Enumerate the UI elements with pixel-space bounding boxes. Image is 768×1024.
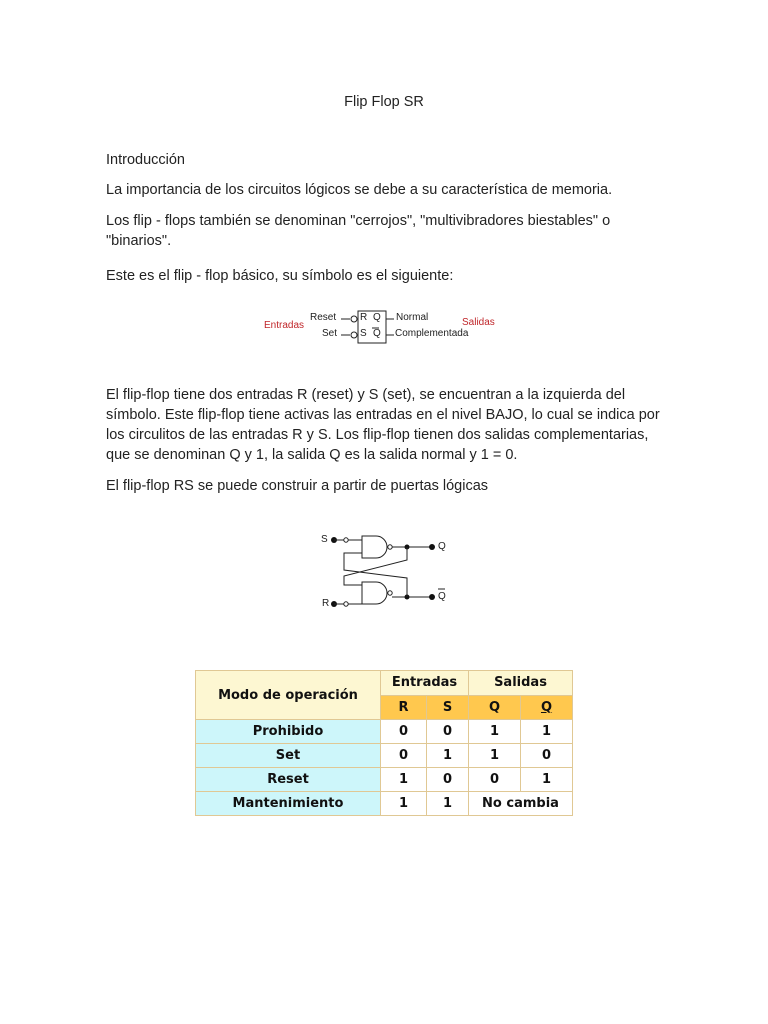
row-mode: Reset (196, 768, 381, 792)
bottom-nand-gate (362, 582, 387, 604)
symbol-set-label: Set (322, 328, 338, 339)
table-row (196, 768, 573, 792)
paragraph-names: Los flip - flops también se denominan "cerrojos", "multivibradores biestables" o "binarios". (106, 213, 611, 249)
r-inverter-bubble (344, 602, 348, 606)
symbol-complementada-label: Complementada (395, 328, 469, 339)
symbol-r-label: R (360, 312, 368, 323)
circuit-r-label: R (322, 598, 330, 609)
symbol-q-label: Q (373, 312, 381, 323)
intro-heading: Introducción (106, 152, 185, 168)
row-q: 1 (469, 720, 521, 744)
symbol-qbar-label: Q (373, 328, 381, 339)
col-s-header: S (427, 695, 469, 720)
table-row (196, 720, 573, 744)
table-header-row (196, 671, 573, 696)
row-s: 1 (427, 744, 469, 768)
row-qbar: 1 (521, 768, 573, 792)
nand-circuit-diagram (318, 530, 458, 620)
row-no-change: No cambia (469, 792, 573, 816)
paragraph-description: El flip-flop tiene dos entradas R (reset) y S (set), se encuentran a la izquierda del símbolo. Este flip-flop tiene activas las entradas en el nivel BAJO, lo cual se indica por los circulitos de las entradas R y S. Los flip-flop tienen dos salidas complementarias, que se denominan Q y 1, la salida Q es la salida normal y 1 = 0. (106, 387, 660, 463)
col-q-header: Q (469, 695, 521, 720)
row-q: 0 (469, 768, 521, 792)
row-r: 0 (381, 720, 427, 744)
symbol-salidas-label: Salidas (462, 317, 495, 328)
reset-bubble (351, 316, 357, 322)
row-qbar: 0 (521, 744, 573, 768)
circuit-lines (318, 530, 458, 620)
set-bubble (351, 332, 357, 338)
s-inverter-bubble (344, 538, 348, 542)
paragraph-gates: El flip-flop RS se puede construir a partir de puertas lógicas (106, 478, 489, 494)
row-r: 0 (381, 744, 427, 768)
symbol-reset-label: Reset (310, 312, 337, 323)
inputs-header: Entradas (381, 671, 469, 696)
row-s: 0 (427, 720, 469, 744)
outputs-header: Salidas (469, 671, 573, 696)
row-s: 1 (427, 792, 469, 816)
table-row (196, 792, 573, 816)
row-mode: Prohibido (196, 720, 381, 744)
page-title: Flip Flop SR (344, 94, 424, 110)
flip-flop-symbol (262, 308, 502, 344)
row-r: 1 (381, 792, 427, 816)
table-row (196, 744, 573, 768)
row-mode: Mantenimiento (196, 792, 381, 816)
circuit-qbar-label: Q (438, 591, 446, 602)
top-nand-gate (362, 536, 387, 558)
symbol-s-label: S (360, 328, 367, 339)
bottom-nand-bubble (388, 591, 392, 595)
row-s: 0 (427, 768, 469, 792)
col-r-header: R (381, 695, 427, 720)
mode-header: Modo de operación (196, 671, 381, 720)
circuit-s-label: S (321, 534, 328, 545)
symbol-normal-label: Normal (396, 312, 429, 323)
q-terminal (429, 544, 435, 550)
qbar-terminal (429, 594, 435, 600)
top-nand-bubble (388, 545, 392, 549)
symbol-entradas-label: Entradas (264, 320, 305, 331)
operation-mode-table (195, 670, 573, 816)
row-mode: Set (196, 744, 381, 768)
row-q: 1 (469, 744, 521, 768)
col-qbar-header: Q (521, 695, 573, 720)
paragraph-memory: La importancia de los circuitos lógicos se debe a su característica de memoria. (106, 182, 613, 198)
paragraph-symbol-intro: Este es el flip - flop básico, su símbolo es el siguiente: (106, 268, 454, 284)
row-qbar: 1 (521, 720, 573, 744)
row-r: 1 (381, 768, 427, 792)
circuit-q-label: Q (438, 541, 446, 552)
